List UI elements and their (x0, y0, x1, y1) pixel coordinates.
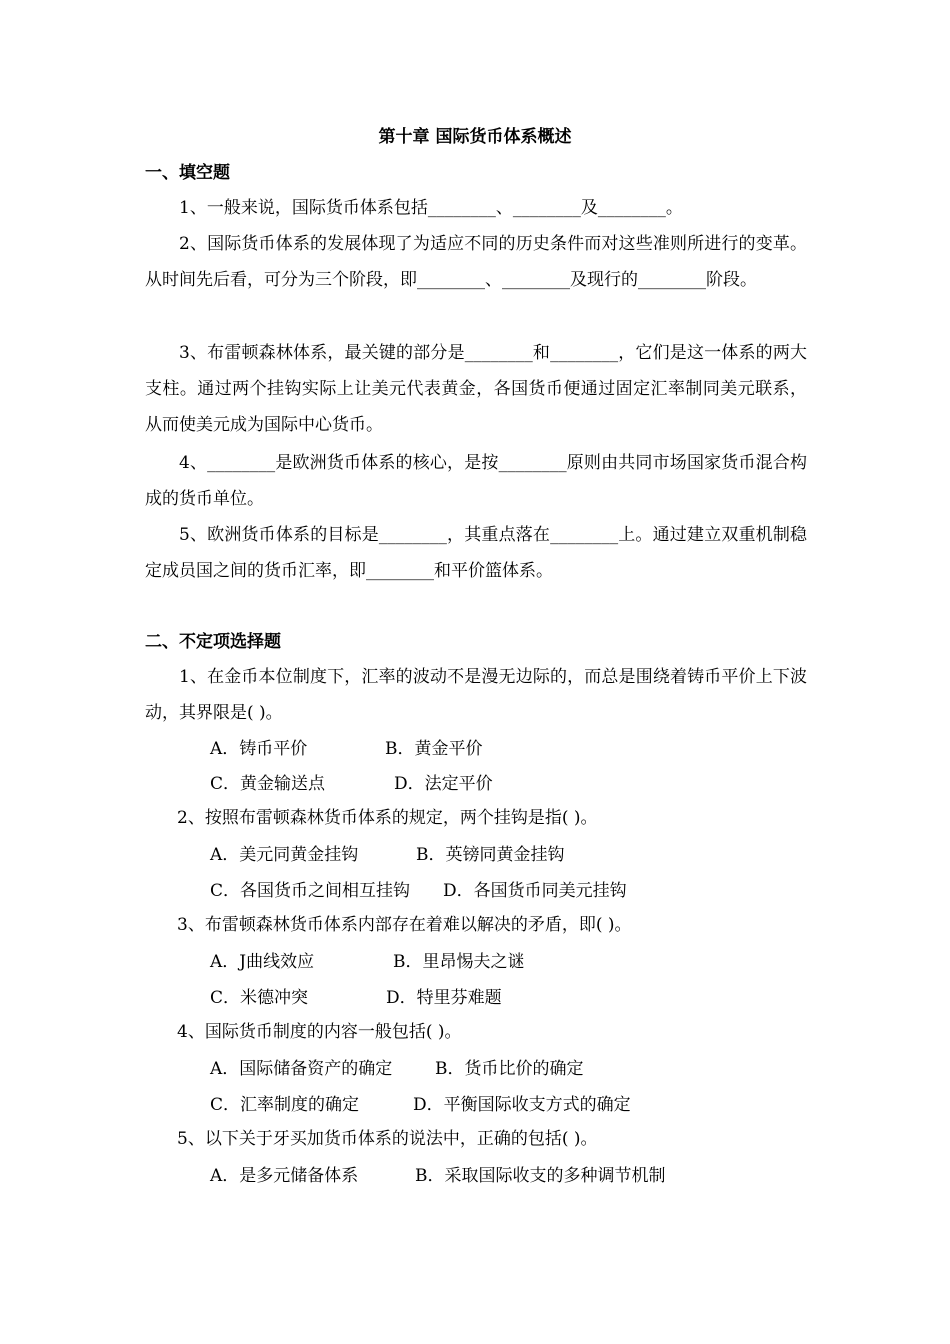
option-a: A．国际储备资产的确定 (210, 1059, 393, 1079)
option-b: B．英镑同黄金挂钩 (416, 845, 565, 865)
option-b: B．黄金平价 (385, 739, 483, 759)
option-c: C．米德冲突 (210, 988, 309, 1008)
option-c: C．各国货币之间相互挂钩 (210, 881, 411, 901)
option-d: D．各国货币同美元挂钩 (443, 881, 627, 901)
fill-blank-question-5: 5、欧洲货币体系的目标是________，其重点落在________上。通过建立双重机制稳定成员国之间的货币汇率，即________和平价篮体系。 (145, 525, 807, 581)
chapter-title: 第十章 国际货币体系概述 (378, 127, 572, 147)
fill-blank-question-2: 2、国际货币体系的发展体现了为适应不同的历史条件而对这些准则所进行的变革。从时间先后看，可分为三个阶段，即________、________及现行的________阶段。 (145, 234, 807, 290)
option-d: D．特里芬难题 (386, 988, 502, 1008)
option-b: B．里昂惕夫之谜 (393, 952, 525, 972)
fill-blank-question-4: 4、________是欧洲货币体系的核心，是按________原则由共同市场国家货币混合构成的货币单位。 (145, 453, 807, 509)
option-c: C．汇率制度的确定 (210, 1095, 360, 1115)
option-b: B．采取国际收支的多种调节机制 (415, 1166, 666, 1186)
fill-blank-question-3: 3、布雷顿森林体系，最关键的部分是________和________，它们是这一体系的两大支柱。通过两个挂钩实际上让美元代表黄金，各国货币便通过固定汇率制同美元联系，从而使美元成为国际中心货币。 (145, 343, 807, 435)
option-a: A．铸币平价 (210, 739, 308, 759)
choice-question-2-stem: 2、按照布雷顿森林货币体系的规定，两个挂钩是指( )。 (177, 808, 598, 828)
option-d: D．平衡国际收支方式的确定 (413, 1095, 631, 1115)
choice-question-3-stem: 3、布雷顿森林货币体系内部存在着难以解决的矛盾，即( )。 (177, 915, 632, 935)
choice-question-1-stem: 1、在金币本位制度下，汇率的波动不是漫无边际的，而总是围绕着铸币平价上下波动，其界限是( )。 (145, 667, 807, 723)
option-a: A．是多元储备体系 (210, 1166, 359, 1186)
option-a: A．J曲线效应 (210, 952, 315, 972)
choice-question-5-stem: 5、以下关于牙买加货币体系的说法中，正确的包括( )。 (177, 1129, 598, 1149)
section-heading-multiple-choice: 二、不定项选择题 (145, 632, 281, 652)
fill-blank-question-1: 1、一般来说，国际货币体系包括________、________及________。 (179, 198, 683, 218)
option-c: C．黄金输送点 (210, 774, 326, 794)
section-heading-fill-blank: 一、填空题 (145, 163, 230, 183)
option-a: A．美元同黄金挂钩 (210, 845, 359, 865)
choice-question-4-stem: 4、国际货币制度的内容一般包括( )。 (177, 1022, 462, 1042)
option-d: D．法定平价 (394, 774, 493, 794)
option-b: B．货币比价的确定 (435, 1059, 584, 1079)
